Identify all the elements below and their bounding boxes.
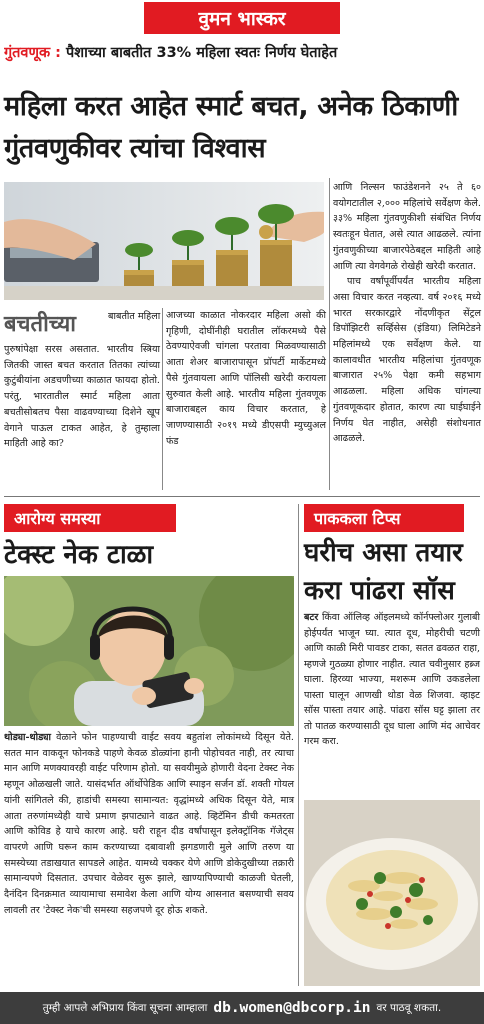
health-lead: थोड्या-थोड्या <box>4 732 52 743</box>
kicker <box>4 42 480 62</box>
article-column-2: आजच्या काळात नोकरदार महिला असो की गृहिणी, दोघींनीही घरातील लॉकरमध्ये पैसे ठेवण्याऐवजी चांगला परतावा मिळवण्यासाठी आता शेअर बाजारापासून प्रॉपर्टी मार्केटमध्ये पैसे गुंतवायला आणि पॉलिसी खरेदी करायला सुरुवात केली आहे. भारतीय महिला गुंतवणूक बाजाराबद्दल काय विचार करतात, हे जाणण्यासाठी २०१९ मध्ये डीएसपी म्युच्युअल फंड <box>166 310 326 447</box>
recipe-section-label: पाककला टिप्स <box>304 504 464 532</box>
column-divider <box>329 178 330 490</box>
health-title: टेक्स्ट नेक टाळा <box>4 540 154 570</box>
footer-text-post: वर पाठवू शकता. <box>376 1002 442 1014</box>
boy-phone-illustration <box>4 576 294 726</box>
article-column-1: पुरुषांपेक्षा सरस असतात. भारतीय स्त्रिया जितकी जास्त बचत करतात तितका त्यांच्या कुटुंबीयांना अडचणीच्या काळात फायदा होतो. परंतु, भारतातील स्मार्ट महिला आता बचतीसोबतच पैसा वाढवण्याच्या दिशेने खूप वेगाने पाऊल टाकत आहेत, हे तुम्हाला माहिती आहे का? <box>4 344 160 450</box>
kicker-label: गुंतवणूक : <box>4 45 61 61</box>
white-sauce-pasta-photo <box>304 800 480 986</box>
column-divider <box>162 308 163 490</box>
deck-big-text: बचतीच्या <box>4 312 76 337</box>
boy-headphones-phone-photo <box>4 576 294 726</box>
article-column-3-para-1: आणि निल्सन फाउंडेशनने २५ ते ६० वयोगटातील २,००० महिलांचे सर्वेक्षण केले. ३३% महिला गुंतवणुकीशी संबंधित निर्णय स्वतःहून घेतात, असे त्यात आढळले. त्यांना गुंतवणुकीच्या बाजारपेठेबद्दल माहिती आहे आणि त्या वेगवेगळे रोखेही खरेदी करतात. <box>333 182 481 272</box>
main-headline: महिला करत आहेत स्मार्ट बचत, अनेक ठिकाणी गुंतवणुकीवर त्यांचा विश्वास <box>4 91 458 164</box>
health-body <box>4 730 294 918</box>
health-section-label: आरोग्य समस्या <box>4 504 176 532</box>
deck-small-text: बाबतीत महिला <box>108 311 161 322</box>
kicker-text: पैशाच्या बाबतीत 33% महिला स्वतः निर्णय घेताहेत <box>66 45 338 61</box>
article-column-3-para-2: पाच वर्षांपूर्वीपर्यंत भारतीय महिला असा विचार करत नव्हत्या. वर्ष २०१६ मध्ये भारत सरकारद्वारे नोंदणीकृत सेंट्रल डिपॉझिटरी सर्व्हिसेस (इंडिया) लिमिटेडने महिलांमध्ये एक सर्वेक्षण केले. या कालावधीत भारतीय महिलांचा गुंतवणूक बाजारात २५% पेक्षा कमी सहभाग आढळला. महिला अधिक चांगल्या गुंतवणूकदार होतात, कारण त्या घाईघाईने निर्णय घेत नाहीत, असेही संशोधनात आढळले. <box>333 276 481 445</box>
plant-coins-photo <box>4 182 324 300</box>
section-divider <box>4 496 480 497</box>
recipe-lead: बटर <box>304 612 319 623</box>
article-column-3 <box>333 180 481 447</box>
plant-coins-illustration <box>4 182 324 300</box>
health-text: वेळाने फोन पाहण्याची वाईट सवय बहुतांश लोकांमध्ये दिसून येते. सतत मान वाकवून फोनकडे पाहणे केवळ डोळ्यांना हानी पोहोचवत नाही, तर त्याचा मान आणि मणक्यावरही वाईट परिणाम होतो. या सवयीमुळे होणारी वेदना टेक्स्ट नेक म्हणून ओळखली जाते. यासंदर्भात ऑर्थोपेडिक आणि स्पाइन सर्जन डॉ. शक्ती गोयल यांनी सांगितले की, हाडांची समस्या सामान्यत: वृद्धांमध्ये अधिक दिसून येते, मात्र आता तरुणांमध्येही याचे प्रमाण झपाट्याने वाढत आहे. व्हिटॅमिन डीची कमतरता आणि कोविड हे याचे कारण आहे. घरी राहून दीड वर्षांपासून इलेक्ट्रॉनिक गॅजेट्स वापरणे आणि घरून काम करण्याच्या दबावाशी झगडणारी मुले आणि तरुण या समस्येच्या तडाखयात सापडले आहेत. यामध्ये चक्कर येणे आणि डोकेदुखीच्या तक्रारी सामान्यपणे दिसतात. उपचार वेळेवर सुरू झाले, खाण्यापिण्याची काळजी घेतली, दैनंदिन दिनक्रमात व्यायामाचा समावेश केला आणि योग्य आसनात बसण्याची सवय लावली तर 'टेक्स्ट नेक'ची समस्या सहजपणे दूर होऊ शकते. <box>4 732 294 916</box>
footer-text-pre: तुम्ही आपले अभिप्राय किंवा सूचना आम्हाला <box>42 1002 208 1014</box>
footer-bar <box>0 992 484 1024</box>
pasta-illustration <box>304 800 480 986</box>
footer-email-link[interactable]: db.women@dbcorp.in <box>213 1000 371 1016</box>
recipe-body <box>304 610 480 750</box>
recipe-text: किंवा ऑलिव्ह ऑइलमध्ये कॉर्नफ्लोअर गुलाबी होईपर्यंत भाजून घ्या. त्यात दूध, मोहरीची चटणी आणि काळी मिरी पावडर टाका, सतत ढवळत राहा, म्हणजे गुठळ्या होणार नाहीत. त्यात चवीनुसार हब्र्ज घाला. हिरव्या भाज्या, मशरूम आणि उकडलेला पास्ता घालून आणखी थोडा वेळ शिजवा. व्हाइट सॉस पास्ता तयार आहे. पांढरा सॉस घट्ट झाला तर तो पातळ करण्यासाठी दूध घाला आणि मंद आचेवर गरम करा. <box>304 612 480 747</box>
column-divider <box>298 504 299 986</box>
masthead: वुमन भास्कर <box>144 2 340 34</box>
recipe-title: घरीच असा तयार करा पांढरा सॉस <box>304 538 463 606</box>
